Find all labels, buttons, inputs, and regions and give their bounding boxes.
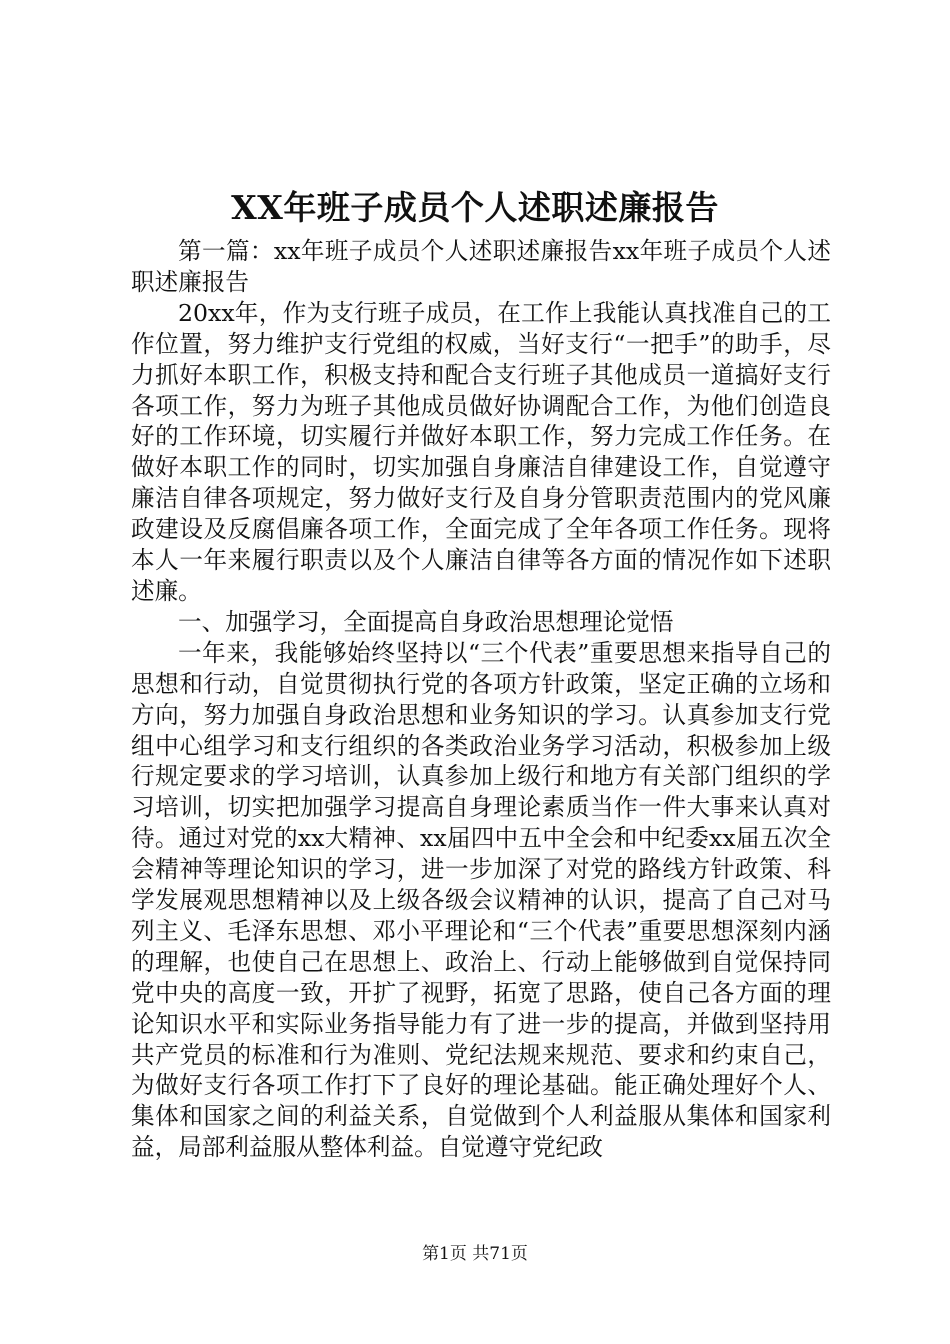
page-footer: 第1页 共71页 — [422, 1244, 528, 1264]
section-heading-1: 一、加强学习，全面提高自身政治思想理论觉悟 — [178, 607, 674, 636]
paragraph-summary: 20xx年，作为支行班子成员，在工作上我能认真找准自己的工作位置，努力维护支行党组的权威，当好支行“一把手”的助手，尽力抓好本职工作，积极支持和配合支行班子其他成员一道搞好支行各项工作，努力为班子其他成员做好协调配合工作，为他们创造良好的工作环境，切实履行并做好本职工作，努力完成工作任务。在做好本职工作的同时，切实加强自身廉洁自律建设工作，自觉遵守廉洁自律各项规定，努力做好支行及自身分管职责范围内的党风廉政建设及反腐倡廉各项工作，全面完成了全年各项工作任务。现将本人一年来履行职责以及个人廉洁自律等各方面的情况作如下述职述廉。 — [131, 298, 831, 605]
document-body — [131, 236, 831, 1163]
paragraph-study: 一年来，我能够始终坚持以“三个代表”重要思想来指导自己的思想和行动，自觉贯彻执行党的各项方针政策，坚定正确的立场和方向，努力加强自身政治思想和业务知识的学习。认真参加支行党组中心组学习和支行组织的各类政治业务学习活动，积极参加上级行规定要求的学习培训，认真参加上级行和地方有关部门组织的学习培训，切实把加强学习提高自身理论素质当作一件大事来认真对待。通过对党的xx大精神、xx届四中五中全会和中纪委xx届五次全会精神等理论知识的学习，进一步加深了对党的路线方针政策、科学发展观思想精神以及上级各级会议精神的认识，提高了自己对马列主义、毛泽东思想、邓小平理论和“三个代表”重要思想深刻内涵的理解，也使自己在思想上、政治上、行动上能够做到自觉保持同党中央的高度一致，开扩了视野，拓宽了思路，使自己各方面的理论知识水平和实际业务指导能力有了进一步的提高，并做到坚持用共产党员的标准和行为准则、党纪法规来规范、要求和约束自己，为做好支行各项工作打下了良好的理论基础。能正确处理好个人、集体和国家之间的利益关系，自觉做到个人利益服从集体和国家利益，局部利益服从整体利益。自觉遵守党纪政 — [131, 638, 831, 1162]
document-title: XX年班子成员个人述职述廉报告 — [231, 188, 719, 227]
paragraph-intro: 第一篇：xx年班子成员个人述职述廉报告xx年班子成员个人述职述廉报告 — [131, 237, 831, 296]
